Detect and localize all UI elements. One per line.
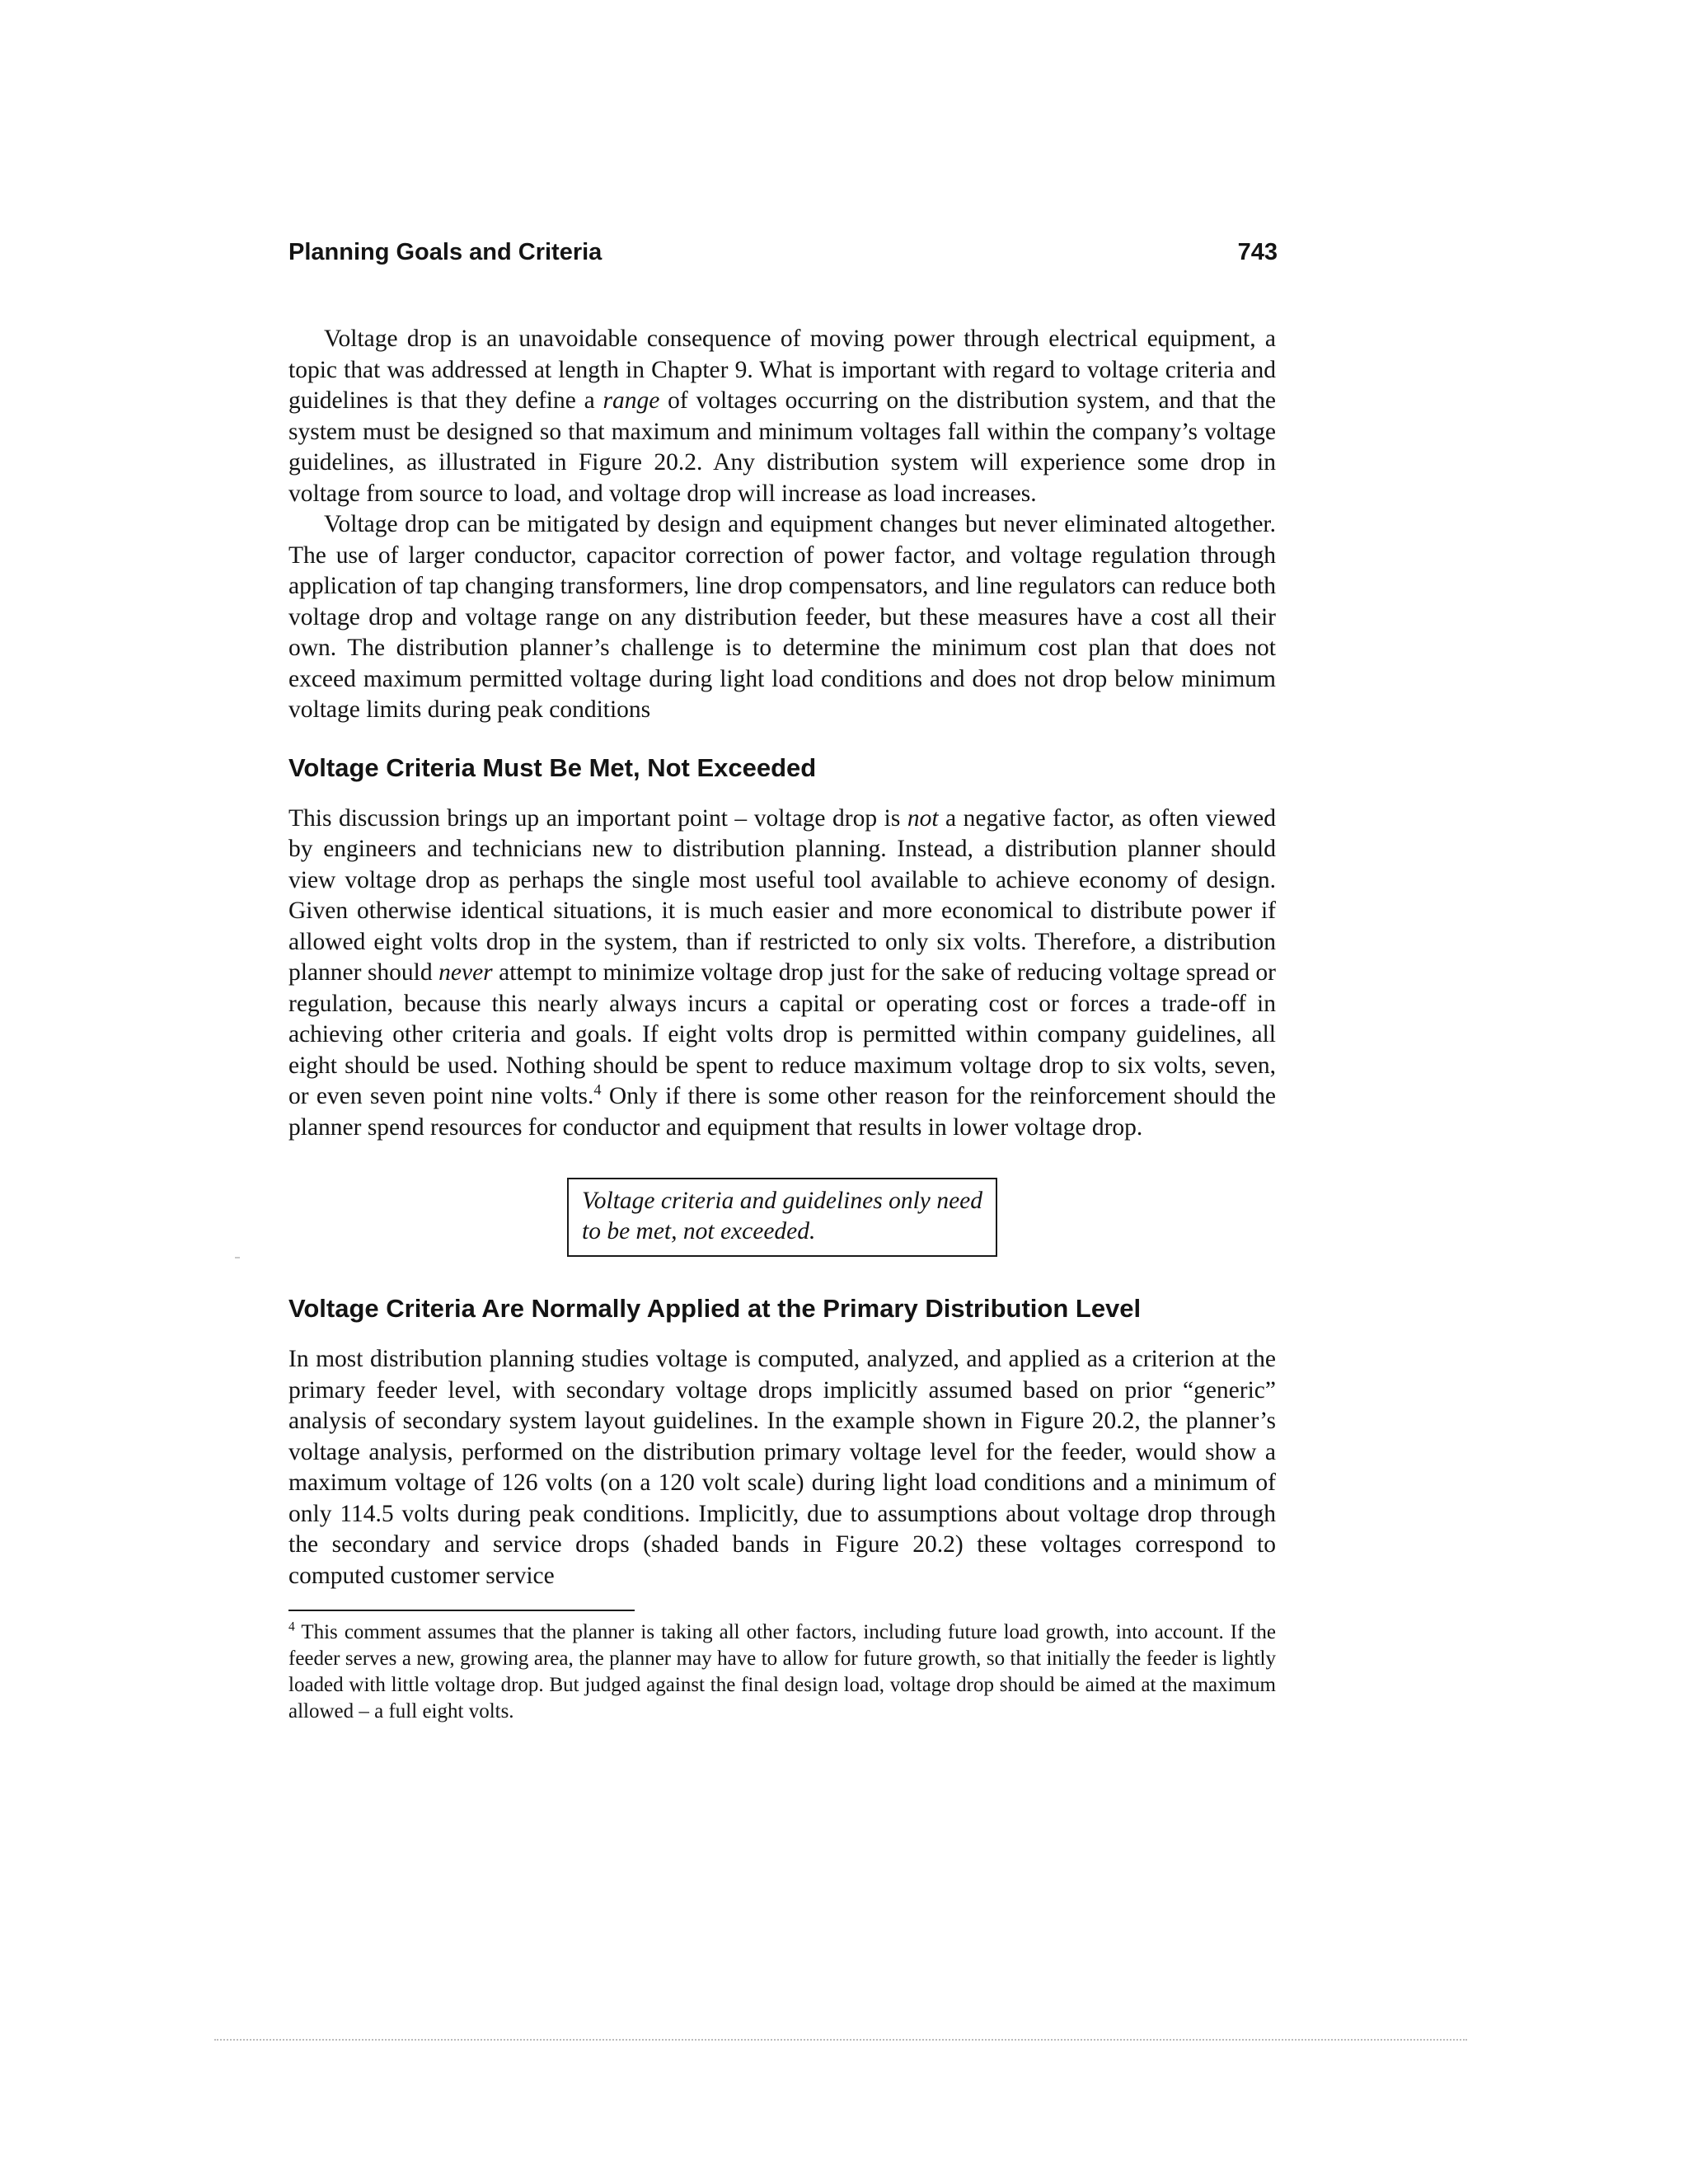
paragraph-text: Voltage drop is an unavoidable consequence of moving power through electrical equipment, a topic that was addressed at length in Chapter 9. What is important with regard to voltage criteria and guidelines is that they define a [288, 326, 1276, 414]
paragraph-primary-level [288, 1344, 1276, 1591]
emphasis-never: never [438, 959, 493, 986]
footnote [288, 1619, 1276, 1725]
paragraph-text: This discussion brings up an important point – voltage drop is [288, 804, 907, 832]
paragraph-text: a negative factor, as often viewed by engineers and technicians new to distribution planning. Instead, a distribution planner should view voltage drop as perhaps the single most useful tool available to achieve economy of design. Given otherwise identical situations, it is much easier and more economical to distribute power if allowed eight volts drop in the system, than if restricted to only six volts. Therefore, a distribution planner should [288, 804, 1276, 986]
emphasis-not: not [907, 804, 939, 832]
footnote-reference[interactable]: 4 [593, 1081, 602, 1099]
paragraph-voltage-drop-mitigation [288, 509, 1276, 726]
running-title: Planning Goals and Criteria [288, 239, 603, 265]
page [288, 239, 1276, 1725]
running-header [288, 239, 1276, 266]
paragraph-voltage-drop-intro [288, 324, 1276, 509]
page-number: 743 [1237, 239, 1278, 265]
paragraph-text: Voltage drop can be mitigated by design and equipment changes but never eliminated altogether. The use of larger conductor, capacitor correction of power factor, and voltage regulation through application of tap changing transformers, line drop compensators, and line regulators can reduce both voltage drop and voltage range on any distribution feeder, but these measures have a cost all their own. The distribution planner’s challenge is to determine the minimum cost plan that does not exceed maximum permitted voltage during light load conditions and does not drop below minimum voltage limits during peak conditions [288, 511, 1276, 723]
paragraph-text: In most distribution planning studies voltage is computed, analyzed, and applied as a criterion at the primary feeder level, with secondary voltage drops implicitly assumed based on prior “generic” analysis of secondary system layout guidelines. In the example shown in Figure 20.2, the planner’s voltage analysis, performed on the distribution primary voltage level for the feeder, would show a maximum voltage of 126 volts (on a 120 volt scale) during light load conditions and a minimum of only 114.5 volts during peak conditions. Implicitly, due to assumptions about voltage drop through the secondary and service drops (shaded bands in Figure 20.2) these voltages correspond to computed customer service [288, 1346, 1276, 1589]
section-heading-met-not-exceeded: Voltage Criteria Must Be Met, Not Exceeded [288, 752, 817, 782]
scan-margin-mark [235, 1257, 240, 1258]
callout-container [288, 1178, 1276, 1257]
footnote-marker: 4 [288, 1619, 295, 1634]
paragraph-met-not-exceeded [288, 804, 1276, 1144]
section-heading-primary-level: Voltage Criteria Are Normally Applied at the Primary Distribution Level [288, 1294, 1142, 1323]
emphasis-range: range [603, 387, 660, 414]
paragraph-text: Only if there is some other reason for the reinforcement should the planner spend resources for conductor and equipment that results in lower voltage drop. [288, 1083, 1276, 1141]
footnote-divider [288, 1610, 635, 1611]
callout-box: Voltage criteria and guidelines only need to be met, not exceeded. [567, 1178, 997, 1257]
paragraph-text: attempt to minimize voltage drop just for the sake of reducing voltage spread or regulation, because this nearly always incurs a capital or operating cost or forces a trade-off in achieving other criteria and goals. If eight volts drop is permitted within company guidelines, all eight should be used. Nothing should be spent to reduce maximum voltage drop to six volts, seven, or even seven point nine volts. [288, 959, 1277, 1109]
paragraph-text: of voltages occurring on the distribution system, and that the system must be designed so that maximum and minimum voltages fall within the company’s voltage guidelines, as illustrated in Figure 20.2. Any distribution system will experience some drop in voltage from source to load, and voltage drop will increase as load increases. [288, 387, 1276, 507]
footnote-text: This comment assumes that the planner is taking all other factors, including future load growth, into account. If the feeder serves a new, growing area, the planner may have to allow for future growth, so that initially the feeder is lightly loaded with little voltage drop. But judged against the final design load, voltage drop should be aimed at the maximum allowed – a full eight volts. [288, 1621, 1276, 1722]
scan-bottom-edge [214, 2039, 1467, 2041]
